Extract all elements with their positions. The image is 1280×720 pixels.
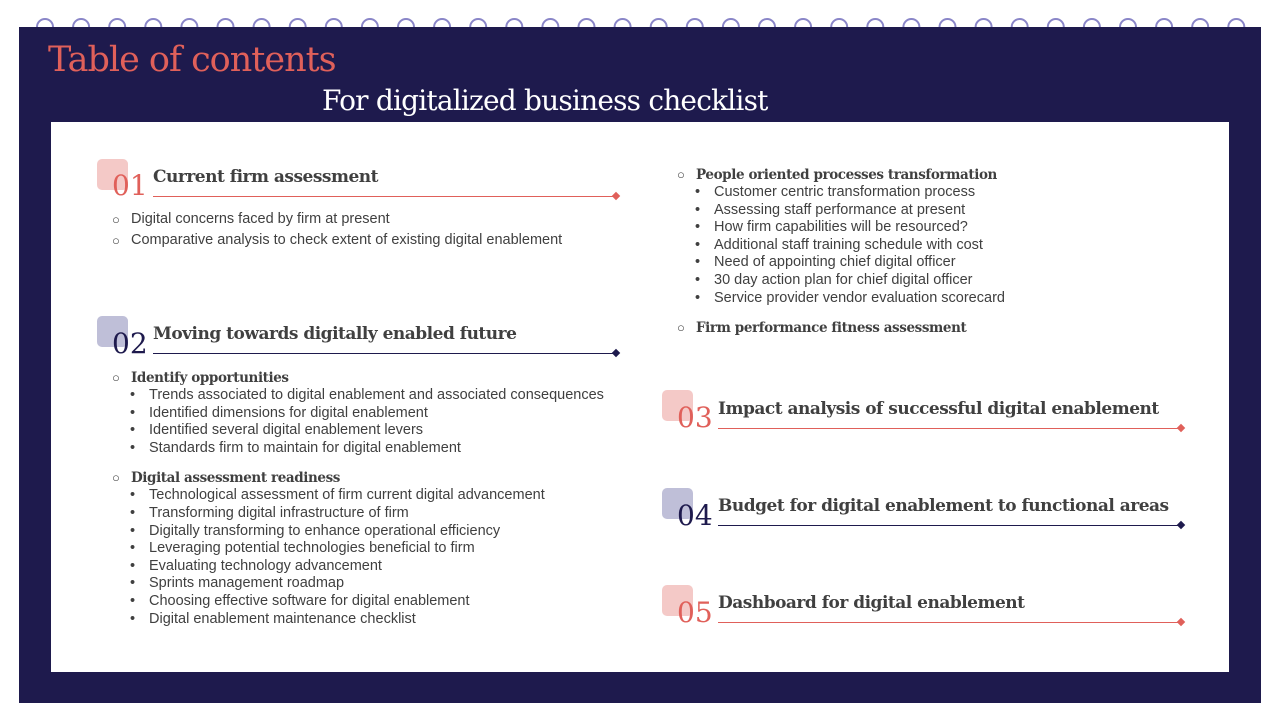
list-item: • Evaluating technology advancement: [130, 557, 382, 574]
section-01-list: [112, 209, 562, 251]
section-04-diamond: [1177, 521, 1185, 529]
page-subtitle: For digitalized business checklist: [322, 84, 768, 117]
list-item: • Technological assessment of firm current digital advancement: [130, 487, 545, 504]
circle-bullet-icon: ○: [677, 167, 685, 182]
dot-bullet-icon: •: [130, 404, 136, 421]
dot-bullet-icon: •: [695, 289, 701, 306]
group-title: ○ People oriented processes transformation: [677, 167, 997, 183]
circle-bullet-icon: ○: [112, 212, 120, 227]
dot-bullet-icon: •: [130, 522, 136, 539]
section-01-divider: [153, 196, 616, 197]
section-01-heading: Current firm assessment: [153, 167, 379, 187]
list-item: • Leveraging potential technologies beneficial to firm: [130, 540, 475, 557]
section-03-divider: [718, 428, 1181, 429]
list-item: • How firm capabilities will be resourced?: [695, 219, 968, 236]
section-03-number: 03: [677, 401, 713, 434]
dot-bullet-icon: •: [130, 439, 136, 456]
list-item: • Identified dimensions for digital enablement: [130, 404, 428, 421]
dot-bullet-icon: •: [695, 201, 701, 218]
section-02-number: 02: [112, 327, 148, 360]
dot-bullet-icon: •: [130, 387, 136, 403]
dot-bullet-icon: •: [130, 557, 136, 574]
dot-bullet-icon: •: [130, 504, 136, 521]
dot-bullet-icon: •: [695, 184, 701, 200]
list-item: • Need of appointing chief digital officer: [695, 254, 956, 271]
section-01-number: 01: [112, 169, 148, 202]
section-03-diamond: [1177, 424, 1185, 432]
section-04-number: 04: [677, 499, 713, 532]
list-item: • Digitally transforming to enhance operational efficiency: [130, 522, 501, 539]
list-item: • Digital enablement maintenance checklist: [130, 610, 416, 627]
dot-bullet-icon: •: [695, 219, 701, 236]
section-05-diamond: [1177, 618, 1185, 626]
group-title: ○ Digital assessment readiness: [112, 470, 340, 487]
list-item: • Identified several digital enablement levers: [130, 422, 424, 439]
section-05-divider: [718, 622, 1181, 623]
dot-bullet-icon: •: [130, 610, 136, 627]
list-item: • Service provider vendor evaluation scorecard: [695, 289, 1005, 306]
section-03-heading: Impact analysis of successful digital enablement: [718, 399, 1159, 419]
section-05-heading: Dashboard for digital enablement: [718, 593, 1025, 613]
group-title: ○ Firm performance fitness assessment: [677, 320, 967, 337]
section-02-diamond: [612, 349, 620, 357]
circle-bullet-icon: ○: [112, 470, 120, 486]
section-02-right-list: [677, 166, 1005, 337]
section-02-heading: Moving towards digitally enabled future: [153, 324, 517, 344]
spacer: [677, 307, 1005, 319]
list-item: • Customer centric transformation process: [695, 184, 976, 200]
list-item: • Transforming digital infrastructure of firm: [130, 504, 409, 521]
list-item: • Choosing effective software for digital enablement: [130, 592, 470, 609]
section-05-number: 05: [677, 596, 713, 629]
section-01-diamond: [612, 192, 620, 200]
dot-bullet-icon: •: [695, 271, 701, 288]
section-02-divider: [153, 353, 616, 354]
section-04-divider: [718, 525, 1181, 526]
list-item: • Additional staff training schedule with cost: [695, 236, 983, 253]
list-item: • Standards firm to maintain for digital enablement: [130, 439, 461, 456]
section-02-left-list: [112, 369, 604, 628]
group-title: ○ Identify opportunities: [112, 370, 289, 386]
list-item: • 30 day action plan for chief digital officer: [695, 271, 973, 288]
circle-bullet-icon: ○: [677, 320, 685, 336]
circle-bullet-icon: ○: [112, 233, 120, 248]
dot-bullet-icon: •: [130, 422, 136, 439]
dot-bullet-icon: •: [695, 254, 701, 271]
page-title: Table of contents: [48, 40, 336, 80]
dot-bullet-icon: •: [130, 487, 136, 504]
circle-bullet-icon: ○: [112, 370, 120, 385]
dot-bullet-icon: •: [130, 540, 136, 557]
list-item: • Sprints management roadmap: [130, 575, 345, 592]
content-panel: [51, 122, 1229, 672]
list-item: • Assessing staff performance at present: [695, 201, 966, 218]
dot-bullet-icon: •: [695, 236, 701, 253]
list-item: ○ Digital concerns faced by firm at present: [112, 209, 562, 230]
spacer: [112, 457, 604, 469]
dot-bullet-icon: •: [130, 592, 136, 609]
list-item: ○ Comparative analysis to check extent of existing digital enablement: [112, 230, 562, 251]
list-item: • Trends associated to digital enablement and associated consequences: [130, 387, 604, 403]
section-04-heading: Budget for digital enablement to functional areas: [718, 496, 1169, 516]
dot-bullet-icon: •: [130, 575, 136, 592]
